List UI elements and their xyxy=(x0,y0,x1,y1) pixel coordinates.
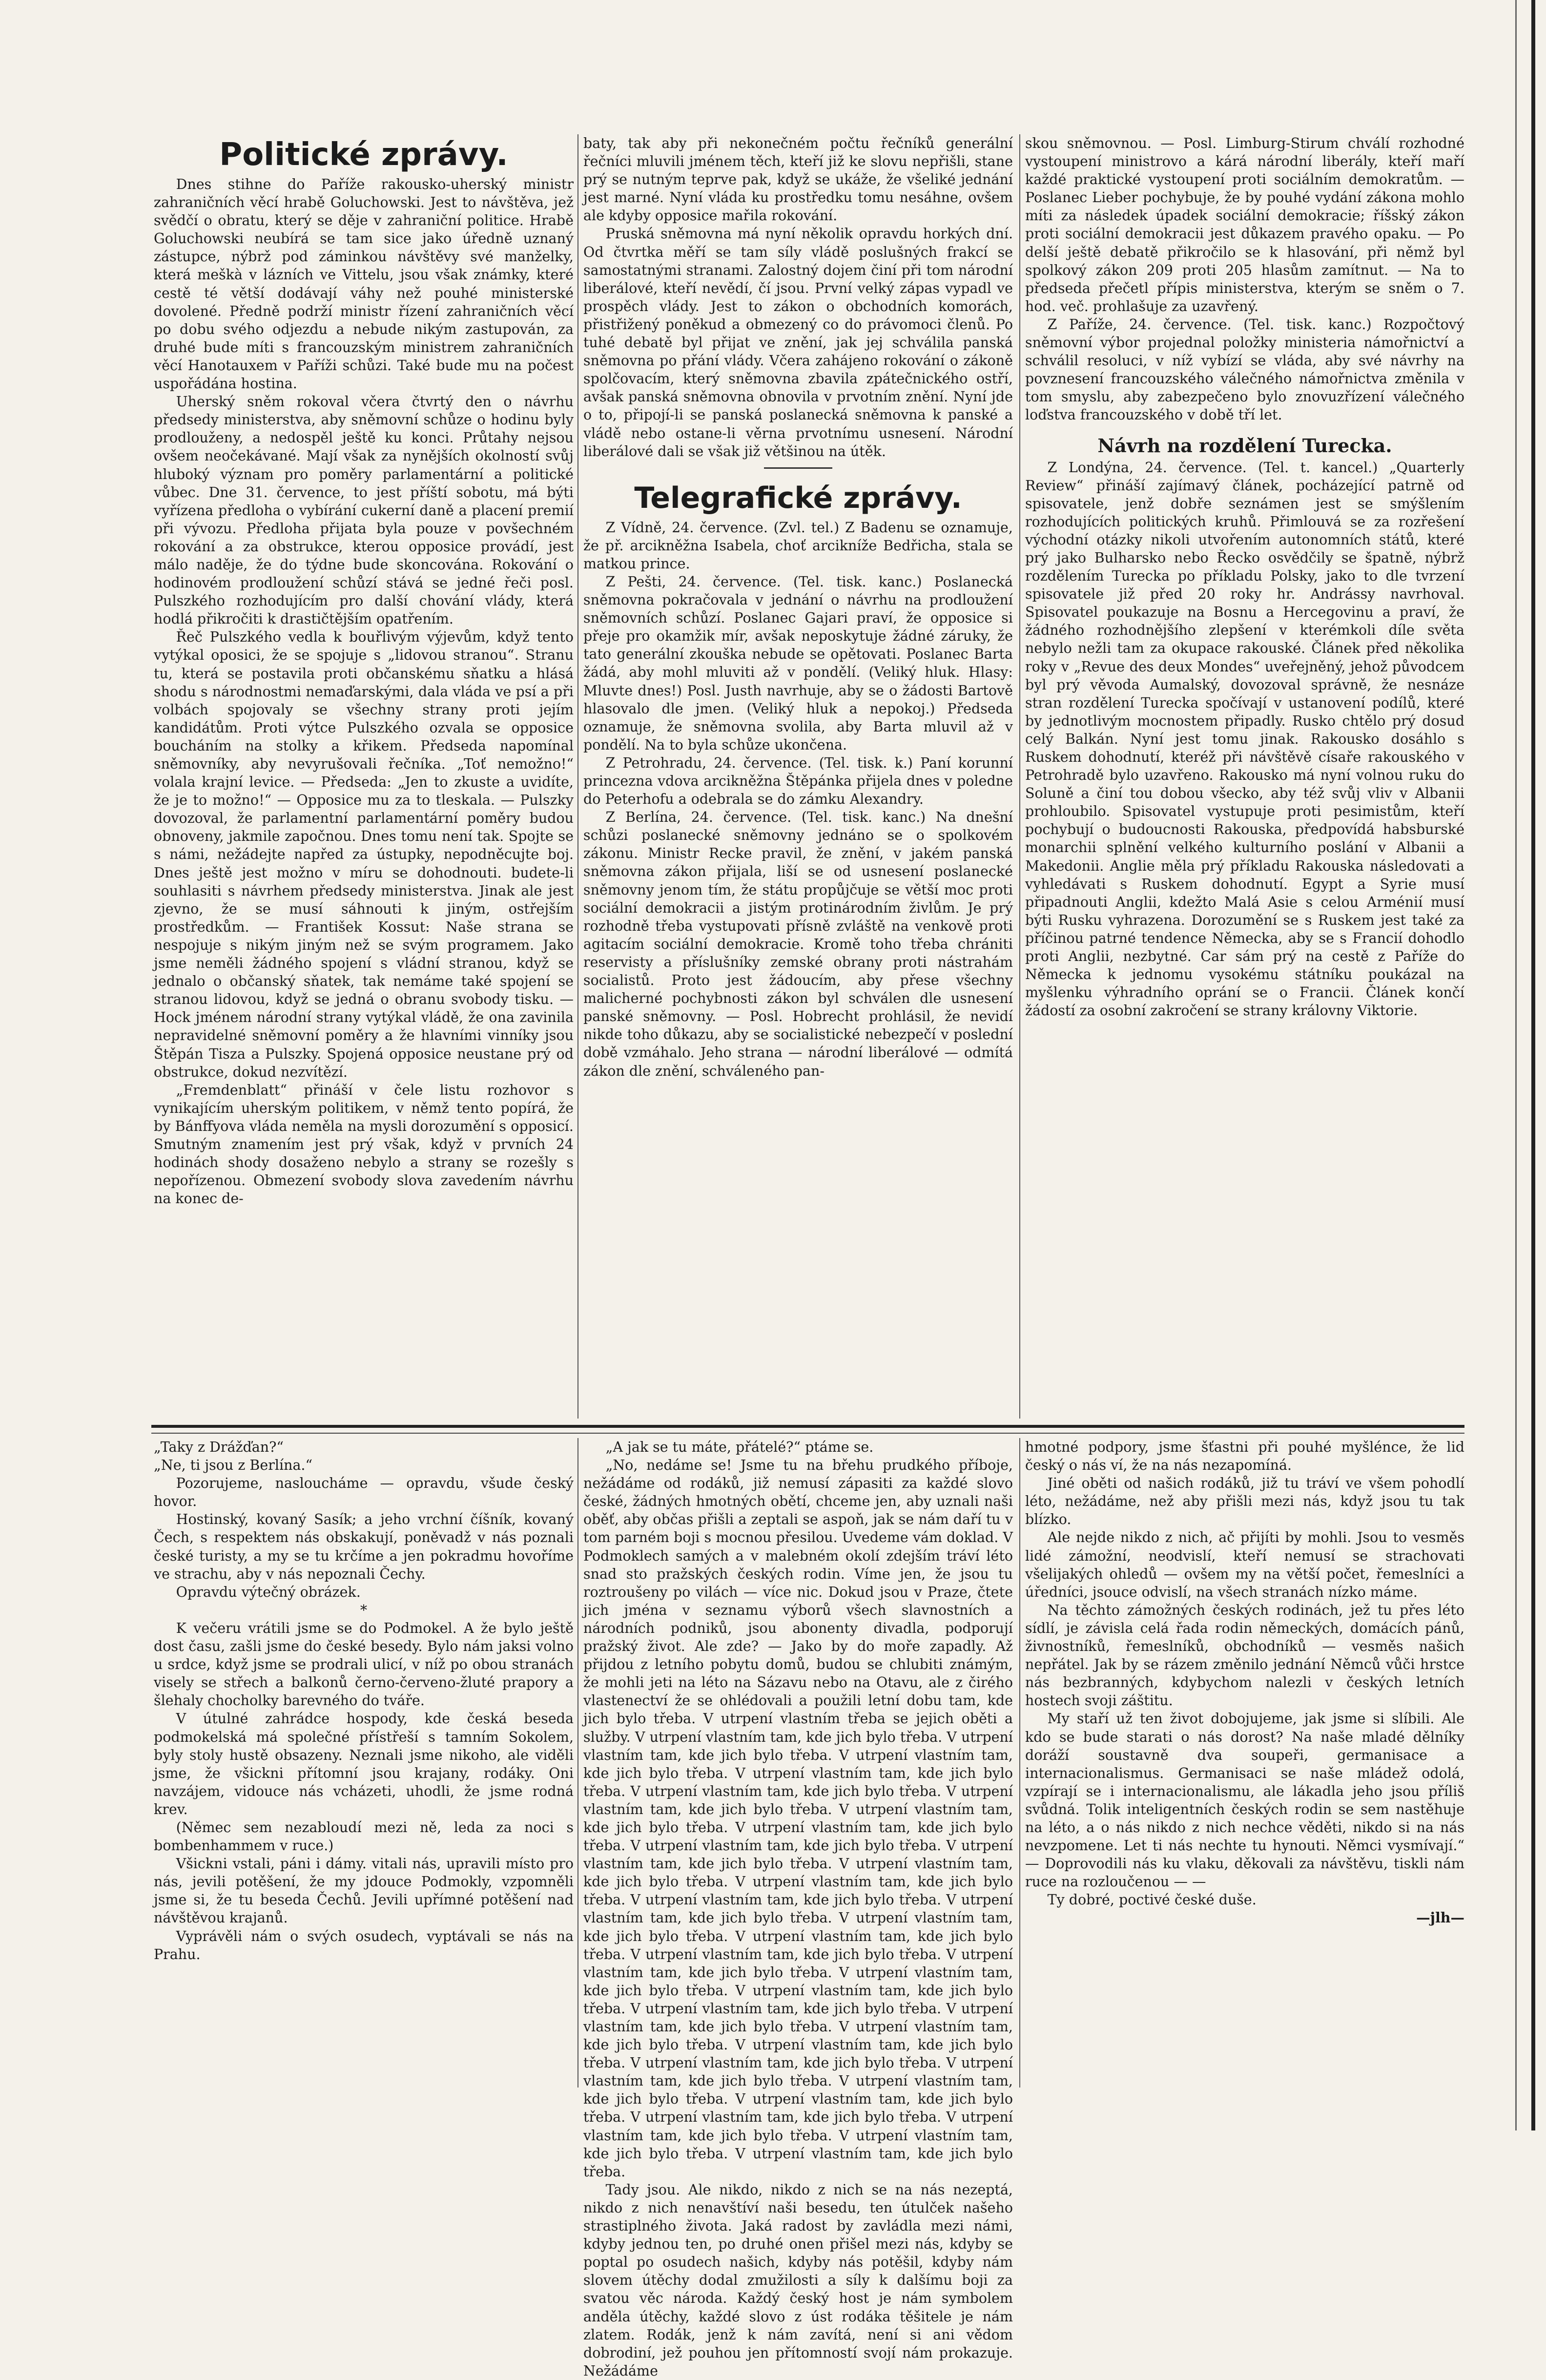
paragraph: Opravdu výtečný obrázek. xyxy=(176,1584,361,1600)
paragraph: skou sněmovnou. — Posl. Limburg-Stirum chválí rozhodné vystoupení ministrovo a kárá národní liberály, kteří maří každé praktické vystoupení proti sociálním demokratům. — Poslanec Lieber pochybuje, že by pouhé vydání zákona mohlo míti za následek úpadek sociální demokracie; říšský zákon proti sociální demokracii jest důkazem pravého opaku. — Po delší ještě debatě přikročilo se k hlasování, při němž byl spolkový zákon 209 proti 205 hlasům zamítnut. — Na to předseda přečetl přípis ministerstva, kterým se sněm o 7. hod. več. prohlašuje za uzavřený. xyxy=(1025,135,1464,314)
paragraph: Z Paříže, 24. července. (Tel. tisk. kanc.) Rozpočtový sněmovní výbor projednal položky ministeria námořnictví a schválil resoluci, v níž vybízí se vláda, aby své návrhy na povznesení francouzského válečného námořnictva změnila v tom smyslu, aby zabezpečeno bylo znovuzřízení válečného loďstva francouzského v době tří let. xyxy=(1025,316,1464,423)
section-heading-turkey: Návrh na rozdělení Turecka. xyxy=(1097,434,1392,457)
paragraph: Jiné oběti od našich rodáků, již tu tráví ve všem pohodlí léto, nežádáme, než aby přišli mezi nás, když jsou tu tak blízko. xyxy=(1025,1475,1464,1528)
author-signature: —jlh— xyxy=(1416,1909,1464,1926)
column-divider xyxy=(577,134,578,1419)
column-political-news xyxy=(154,134,574,1419)
paragraph: Ale nejde nikdo z nich, ač přijíti by mohli. Jsou to vesměs lidé zámožní, neodvislí, kteří nemusí se strachovati všelijakých ohledů — ovšem my na větší počet, řemeslníci a úředníci, jsouce odvislí, na všech stranách nízko máme. xyxy=(1025,1529,1464,1600)
feuilleton-column-1 xyxy=(154,1438,574,2088)
paragraph: Ty dobré, poctivé české duše. xyxy=(1047,1892,1257,1908)
section-heading-telegraph: Telegrafické zprávy. xyxy=(634,480,962,515)
paragraph: Uherský sněm rokoval včera čtvrtý den o návrhu předsedy ministerstva, aby sněmovní schůze o hodinu byly prodlouženy, a nedospěl ještě ku konci. Průtahy nejsou ovšem neočekávané. Mají však za nynějších okolností svůj hluboký význam pro poměry parlamentární a politické vůbec. Dne 31. července, to jest příští sobotu, má býti vyřízena předloha o vybírání cukerní daně a placení premií při vývozu. Předloha přijata byla pouze v povšechném rokování a za obstrukce, kterou opposice provádí, jest málo naděje, že do týdne bude skoncována. Rokování o hodinovém prodloužení schůzí stává se jedné řeči posl. Pulszkého rozhodujícím pro další chování vlády, která hodlá přikročiti k drastičtějším opatřením. xyxy=(154,394,574,627)
paragraph: „Taky z Drážďan?“ xyxy=(154,1439,284,1455)
feuilleton-column-2 xyxy=(583,1438,1013,2379)
feuilleton-separator xyxy=(151,1425,1464,1434)
paragraph: „Ne, ti jsou z Berlína.“ xyxy=(154,1457,313,1474)
column-telegraph xyxy=(583,134,1013,1419)
paragraph: (Němec sem nezabloudí mezi ně, leda za noci s bombenhammem v ruce.) xyxy=(154,1819,574,1854)
paragraph: Pozorujeme, nasloucháme — opravdu, všude český hovor. xyxy=(154,1475,574,1510)
page-edge-bar xyxy=(1531,0,1535,2130)
political-news-body xyxy=(154,175,574,1208)
paragraph: Z Berlína, 24. července. (Tel. tisk. kanc.) Na dnešní schůzi poslanecké sněmovny jednáno se o spolkovém zákonu. Ministr Recke pravil, že znění, v jakém panská sněmovna zákon přijala, liší se od usnesení poslanecké sněmovny jenom tím, že státu propůjčuje se větší moc proti sociální demokracii a jistým protinárodním živlům. Je prý rozhodně třeba vystupovati přísně zvláště na venkově proti agitacím sociální demokracie. Kromě toho třeba chrániti reservisty a příslušníky zemské obrany proti nástrahám socialistů. Proto jest žádoucím, aby přese všechny malicherné pochybnosti zákon byl schválen dle usnesení panské sněmovny. — Posl. Hobrecht prohlásil, že nevidí nikde toho důkazu, aby se socialistické nebezpečí v poslední době vzmáhalo. Jeho strana — národní liberálové — odmítá zákon dle znění, schváleného pan- xyxy=(583,809,1013,1079)
paragraph: „Fremdenblatt“ přináší v čele listu rozhovor s vynikajícím uherským politikem, v němž tento popírá, že by Bánffyova vláda neměla na mysli dorozumění s opposicí. Smutným znamením jest prý však, když v prvních 24 hodinách shody dosaženo nebylo a strany se rozešly s nepořízenou. Obmezení svobody slova zavedením návrhu na konec de- xyxy=(154,1082,574,1207)
paragraph: Z Vídně, 24. července. (Zvl. tel.) Z Badenu se oznamuje, že př. arcikněžna Isabela, choť arcikníže Bedřicha, stala se matkou prince. xyxy=(583,519,1013,572)
paragraph: Hostinský, kovaný Sasík; a jeho vrchní číšník, kovaný Čech, s respektem nás obskakují, poněvadž v nás poznali české turisty, a my se tu krčíme a jen pokradmu hovoříme ve strachu, aby v nás nepoznali Čechy. xyxy=(154,1511,574,1582)
paragraph: My staří už ten život dobojujeme, jak jsme si slíbili. Ale kdo se bude starati o nás dorost? Na naše mladé dělníky doráží soustavně dva soupeři, germanisace a internacionalismus. Germanisaci se naše mládež odolá, vzpírají se i internacionalismu, ale lákadla jeho jsou příliš svůdná. Tolik inteligentních českých rodin se sem nastěhuje na léto, a o nás nikdo z nich nechce věděti, nikdo si na nás nevzpomene. Let ti nás nechte tu hynouti. Němci vysmívají.“ — Doprovodili nás ku vlaku, děkovali za návštěvu, tiskli nám ruce na rozloučenou — — xyxy=(1025,1711,1464,1890)
paragraph: Na těchto zámožných českých rodinách, jež tu přes léto sídlí, je závisla celá řada rodin německých, domácích pánů, živnostníků, řemeslníků, obchodníků — vesměs našich nepřátel. Jak by se rázem změnilo jednání Němců vůči hrstce nás bezbranných, kdybychom nalezli v českých letních hostech svoji záštitu. xyxy=(1025,1602,1464,1709)
asterisk-divider: * xyxy=(360,1602,368,1618)
paragraph: Všickni vstali, páni i dámy. vitali nás, upravili místo pro nás, jevili potěšení, že my jdouce Podmokly, vzpomněli jsme si, že tu beseda Čechů. Jevili upřímné potěšení nad návštěvou krajanů. xyxy=(154,1856,574,1926)
paragraph: Tady jsou. Ale nikdo, nikdo z nich se na nás nezeptá, nikdo z nich nenavštíví naši besedu, ten útulček našeho strastiplného života. Jaká radost by zavládla mezi námi, kdyby jednou ten, po druhé onen přišel mezi nás, kdyby se poptal po osudech našich, kdyby nás potěšil, kdyby nám slovem útěchy dodal zmužilosti a síly k dalšímu boji za svatou věc národa. Každý český host je nám symbolem anděla útěchy, každé slovo z úst rodáka těšitele je nám zlatem. Rodák, jenž k nám zavítá, není si ani vědom dobrodiní, jež pouhou jen přítomností svojí nám prokazuje. Nežádáme xyxy=(583,2181,1013,2379)
page-edge-rule xyxy=(1515,0,1517,2130)
paragraph: Pruská sněmovna má nyní několik opravdu horkých dní. Od čtvrtka měří se tam síly vládě poslušných frakcí se samostatnými stranami. Zalostný dojem činí při tom národní liberálové, kteří nevědí, čí jsou. První velký zápas vypadl ve prospěch vlády. Jest to zákon o obchodních komorách, přistřižený poněkud a obmezený co do právomoci členů. Po tuhé debatě byl přijat ve znění, jak jej schválila panská sněmovna po přání vlády. Včera zahájeno rokování o zákoně spolčovacím, který sněmovna zbavila zpátečnického ostří, avšak panská sněmovna obnovila v prvotním znění. Nyní jde o to, připojí-li se panská poslanecká sněmovna k panské a vládě nebo ostane-li věrna prvotnímu usnesení. Národní liberálové dali se však již většinou na útěk. xyxy=(583,226,1013,459)
section-heading-political: Politické zprávy. xyxy=(219,137,508,173)
column-divider xyxy=(577,1438,578,2088)
paragraph: baty, tak aby při nekonečném počtu řečníků generální řečníci mluvili jménem těch, kteří již ke slovu nepřišli, stane prý se nutným teprve pak, když se ukáže, že všeliké jednání jest marné. Nyní vláda ku prostředku tomu nesáhne, ovšem ale kdyby opposice mařila rokování. xyxy=(583,135,1013,224)
paragraph: Z Londýna, 24. července. (Tel. t. kancel.) „Quarterly Review“ přináší zajímavý článek, pocházející patrně od spisovatele, jenž dobře seznámen jest se smýšlením rozhodujících politických kruhů. Přimlouvá se za rozřešení východní otázky nikoli utvořením autonomních států, které prý jako Bulharsko nebo Řecko osvědčily se špatně, nýbrž rozdělením Turecka po příkladu Polsky, jako to dle tvrzení spisovatele již před 20 roky hr. Andrássy navrhoval. Spisovatel poukazuje na Bosnu a Hercegovinu a praví, že žádného rozhodnějšího zlepšení v kterémkoli díle světa nebylo nežli tam za okupace rakouské. Článek před několika roky v „Revue des deux Mondes“ uveřejněný, jehož původcem byl prý věvoda Aumalský, dovozoval správně, že nesnáze stran rozdělení Turecka spočívají v ustanovení podílů, které by jednotlivým mocnostem připadly. Rusko chtělo prý dosud celý Balkán. Nyní jest tomu jinak. Rakousko dosáhlo s Ruskem dohodnutí, kteréž při návštěvě císaře rakouského v Petrohradě bylo uzavřeno. Rakousko má nyní volnou ruku do Soluně a činí tou dobou všecko, aby též svůj vliv v Albanii prohloubilo. Spisovatel vystupuje proti pesimistům, kteří pochybují o budoucnosti Rakouska, předpovídá habsburské monarchii splnění velkého kulturního poslání v Albanii a Makedonii. Anglie měla prý příkladu Rakouska následovati a vyhledávati s Ruskem dohodnutí. Egypt a Syrie musí připadnouti Anglii, kdežto Malá Asie s celou Arménií musí býti Rusku vyhrazena. Dorozumění se s Ruskem jest také za příčinou patrné tendence Německa, aby se s Francií dohodlo proti Anglii, nezbytné. Car sám prý na cestě z Paříže do Německa k jednomu vysokému státníku poukázal na myšlenku výhradního oprání se o Francii. Článek končí žádostí za osobní zakročení se strany královny Viktorie. xyxy=(1025,459,1464,1019)
column-divider xyxy=(1019,134,1020,1419)
column-turkey xyxy=(1025,134,1464,1419)
paragraph: Z Petrohradu, 24. července. (Tel. tisk. k.) Paní korunní princezna vdova arcikněžna Štěpánka přijela dnes v poledne do Peterhofu a odebrala se do zámku Alexandry. xyxy=(583,754,1013,808)
paragraph: „A jak se tu máte, přátelé?“ ptáme se. xyxy=(605,1439,874,1455)
column-divider xyxy=(1019,1438,1020,2088)
paragraph: Řeč Pulszkého vedla k bouřlivým výjevům, když tento vytýkal oposici, že se spojuje s „lidovou stranou“. Stranu tu, která se postavila proti občanskému sňatku a hlásá shodu s národnostmi nemaďarskými, dala vláda ve psí a při volbách spojovaly se všechny strany proti jejím kandidátům. Proti výtce Pulszkého ozvala se opposice boucháním na stolky a křikem. Předseda napomínal sněmovníky, aby nevyrušovali řečníka. „Toť nemožno!“ volala krajní levice. — Předseda: „Jen to zkuste a uvidíte, že je to možno!“ — Opposice mu za to tleskala. — Pulszky dovozoval, že parlamentní parlamentární poměry budou obnoveny, jakmile započnou. Dnes tomu není tak. Spojte se s námi, nežádejte napřed za ústupky, nepodněcujte boj. Dnes ještě jest možno v míru se dohodnouti. budete-li souhlasiti s návrhem předsedy ministerstva. Jinak ale jest zjevno, že se musí sáhnouti k jiným, ostřejším prostředkům. — František Kossut: Naše strana se nespojuje s nikým jiným než se svým programem. Jako jsme neměli žádného spojení s vládní stranou, když se jednalo o občanský sňatek, tak nemáme také spojení se stranou lidovou, když se jedná o obranu svobody tisku. — Hock jménem národní strany vytýkal vládě, že ona zavinila nepravidelné sněmovní poměry a že hlavními vinníky jsou Štěpán Tisza a Pulszky. Spojená opposice neustane prý od obstrukce, dokud nezvítězí. xyxy=(154,629,574,1080)
paragraph: hmotné podpory, jsme šťastni při pouhé myšlénce, že lid český o nás ví, že na nás nezapomíná. xyxy=(1025,1439,1464,1474)
paragraph: „No, nedáme se! Jsme tu na břehu prudkého příboje, nežádáme od rodáků, již nemusí zápasiti za každé slovo české, žádných hmotných obětí, chceme jen, aby uznali naši oběť, aby občas přišli a zeptali se aspoň, jak se nám daří tu v tom parném boji s mocnou přesilou. Uvedeme vám doklad. V Podmoklech samých a v malebném okolí zdejším tráví léto snad sto pražských českých rodin. Víme jen, že jsou tu roztroušeny po vilách — více nic. Dokud jsou v Praze, čtete jich jména v seznamu výborů všech slavnostních a národních podniků, jsou abonenty divadla, podporují pražský život. Ale zde? — Jako by do moře zapadly. Až přijdou z letního pobytu domů, budou se chlubiti známým, že mohli jeti na léto na Sázavu nebo na Otavu, ale z čirého vlastenectví že se ohlédovali a použili letní dobu tam, kde jich bylo třeba. V utrpení vlastním třeba se jejich oběti a služby. V utrpení vlastním tam, kde jich bylo třeba. V utrpení vlastním tam, kde jich bylo třeba. V utrpení vlastním tam, kde jich bylo třeba. V utrpení vlastním tam, kde jich bylo třeba. V utrpení vlastním tam, kde jich bylo třeba. V utrpení vlastním tam, kde jich bylo třeba. V utrpení vlastním tam, kde jich bylo třeba. V utrpení vlastním tam, kde jich bylo třeba. V utrpení vlastním tam, kde jich bylo třeba. V utrpení vlastním tam, kde jich bylo třeba. V utrpení vlastním tam, kde jich bylo třeba. V utrpení vlastním tam, kde jich bylo třeba. V utrpení vlastním tam, kde jich bylo třeba. V utrpení vlastním tam, kde jich bylo třeba. V utrpení vlastním tam, kde jich bylo třeba. V utrpení vlastním tam, kde jich bylo třeba. V utrpení vlastním tam, kde jich bylo třeba. V utrpení vlastním tam, kde jich bylo třeba. V utrpení vlastním tam, kde jich bylo třeba. V utrpení vlastním tam, kde jich bylo třeba. V utrpení vlastním tam, kde jich bylo třeba. V utrpení vlastním tam, kde jich bylo třeba. V utrpení vlastním tam, kde jich bylo třeba. V utrpení vlastním tam, kde jich bylo třeba. V utrpení vlastním tam, kde jich bylo třeba. V utrpení vlastním tam, kde jich bylo třeba. V utrpení vlastním tam, kde jich bylo třeba. V utrpení vlastním tam, kde jich bylo třeba. V utrpení vlastním tam, kde jich bylo třeba. V utrpení vlastním tam, kde jich bylo třeba. V utrpení vlastním tam, kde jich bylo třeba. V utrpení vlastním tam, kde jich bylo třeba. xyxy=(583,1457,1013,2180)
paragraph: K večeru vrátili jsme se do Podmokel. A že bylo ještě dost času, zašli jsme do české besedy. Bylo nám jaksi volno u srdce, když jsme se prodrali ulicí, v níž po obou stranách visely se střech a balkonů černo-červeno-žluté prapory a šlehaly chocholky barevného do tváře. xyxy=(154,1620,574,1709)
short-separator xyxy=(764,467,832,469)
paragraph: V útulné zahrádce hospody, kde česká beseda podmokelská má společné přístřeší s tamním Sokolem, byly stoly hustě obsazeny. Neznali jsme nikoho, ale viděli jsme, že všickni přítomní jsou krajany, rodáky. Oni navzájem, vidouce nás vcházeti, uhodli, že jsme rodná krev. xyxy=(154,1711,574,1817)
feuilleton-column-3 xyxy=(1025,1438,1464,2088)
paragraph: Vyprávěli nám o svých osudech, vyptávali se nás na Prahu. xyxy=(154,1928,574,1962)
paragraph: Dnes stihne do Paříže rakousko-uherský ministr zahraničních věcí hrabě Goluchowski. Jest to návštěva, jež svědčí o obratu, který se děje v zahraniční politice. Hrabě Goluchowski neubírá se tam sice jako úředně uznaný zástupce, nýbrž pod záminkou návštěvy své manželky, která meškà v lázních ve Vittelu, jsou však známky, které cestě té větší dodávají váhy než pouhé ministerské dovolené. Předně podrží ministr řízení zahraničních věcí po dobu svého odjezdu a nebude nikým zastupován, za druhé bude míti s francouzským ministrem zahraničních věcí Hanotauxem v Paříži schůzi. Také bude mu na počest uspořádána hostina. xyxy=(154,176,574,392)
paragraph: Z Pešti, 24. července. (Tel. tisk. kanc.) Poslanecká sněmovna pokračovala v jednání o návrhu na prodloužení sněmovních schůzí. Poslanec Gajari praví, že opposice si přeje pro okamžik mír, avšak neposkytuje žádné záruky, že tato generální zkouška nebude se opětovati. Poslanec Barta žádá, aby mohl mluviti až v pondělí. (Veliký hluk. Hlasy: Mluvte dnes!) Posl. Justh navrhuje, aby se o žádosti Bartově hlasovalo dle jmen. (Veliký hluk a nepokoj.) Předseda oznamuje, že sněmovna svolila, aby Barta mluvil až v pondělí. Na to byla schůze ukončena. xyxy=(583,573,1013,753)
